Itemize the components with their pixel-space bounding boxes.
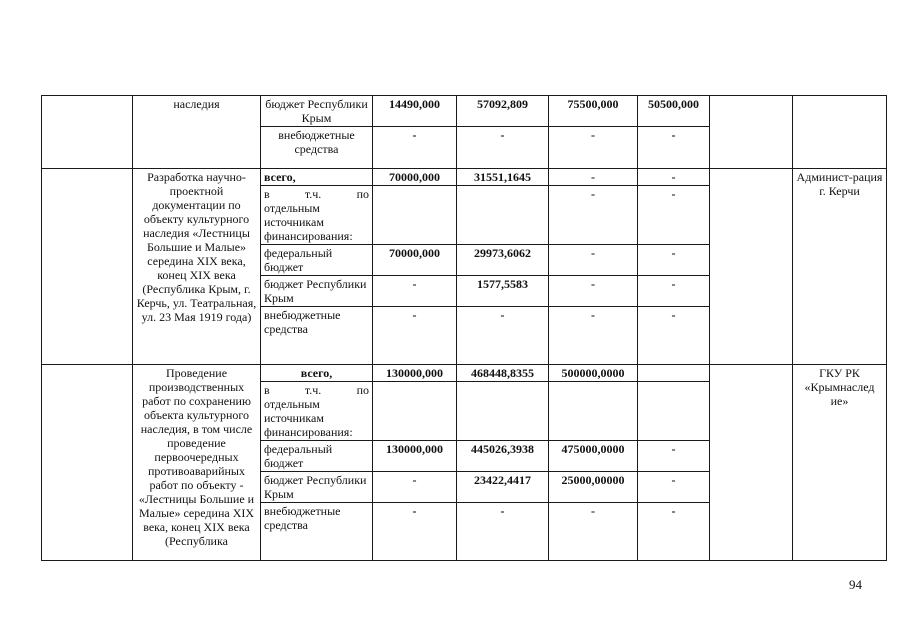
- value-cell: 23422,4417: [457, 472, 549, 503]
- value-cell: -: [549, 307, 638, 365]
- value-cell: 475000,0000: [549, 441, 638, 472]
- value-cell: 130000,000: [373, 441, 457, 472]
- source-cell: бюджет Республики Крым: [261, 276, 373, 307]
- event-title: Разработка научно-проектной документации по объекту культурного наследия «Лестницы Большие и Малые» середина XIX века, конец XIX века (Республика Крым, г. Керчь, ул. Театральная, ул. 23 Мая 1919 года): [133, 169, 261, 365]
- value-cell: [457, 186, 549, 245]
- value-cell: -: [549, 169, 638, 186]
- event-title: наследия: [133, 96, 261, 169]
- value-cell: -: [457, 503, 549, 561]
- source-cell: всего,: [261, 365, 373, 382]
- source-cell: внебюджетные средства: [261, 307, 373, 365]
- value-cell: -: [638, 441, 710, 472]
- incl-word: т.ч.: [304, 187, 322, 201]
- value-cell: 500000,0000: [549, 365, 638, 382]
- empty-cell: [710, 169, 793, 365]
- source-cell: внебюджетные средства: [261, 127, 373, 169]
- incl-word: т.ч.: [304, 383, 322, 397]
- value-cell: -: [549, 245, 638, 276]
- executor-cell: Админист-рация г. Керчи: [793, 169, 887, 365]
- source-cell: бюджет Республики Крым: [261, 96, 373, 127]
- executor-cell: [793, 96, 887, 169]
- value-cell: -: [638, 472, 710, 503]
- value-cell: -: [457, 127, 549, 169]
- incl-word: по: [356, 383, 369, 397]
- value-cell: -: [638, 169, 710, 186]
- financing-table: [41, 95, 887, 561]
- table-row: [42, 365, 887, 382]
- value-cell: 25000,00000: [549, 472, 638, 503]
- empty-cell: [710, 96, 793, 169]
- value-cell: 130000,000: [373, 365, 457, 382]
- value-cell: -: [549, 276, 638, 307]
- value-cell: -: [638, 503, 710, 561]
- value-cell: -: [549, 127, 638, 169]
- event-title: Проведение производственных работ по сохранению объекта культурного наследия, в том числе проведение первоочередных противоаварийных работ по объекту - «Лестницы Большие и Малые» середина XIX века, конец XIX века (Республика: [133, 365, 261, 561]
- value-cell: [638, 382, 710, 441]
- table-row: [42, 169, 887, 186]
- value-cell: 75500,000: [549, 96, 638, 127]
- source-cell: федеральный бюджет: [261, 245, 373, 276]
- index-cell: [42, 365, 133, 561]
- table-row: [42, 96, 887, 127]
- value-cell: 445026,3938: [457, 441, 549, 472]
- source-cell: федеральный бюджет: [261, 441, 373, 472]
- value-cell: [373, 382, 457, 441]
- index-cell: [42, 169, 133, 365]
- value-cell: 50500,000: [638, 96, 710, 127]
- value-cell: 14490,000: [373, 96, 457, 127]
- value-cell: [373, 186, 457, 245]
- executor-cell: ГКУ РК «Крымнаслед ие»: [793, 365, 887, 561]
- value-cell: [638, 365, 710, 382]
- value-cell: -: [638, 245, 710, 276]
- source-cell: всего,: [261, 169, 373, 186]
- page-number: 94: [849, 577, 862, 592]
- source-cell: бюджет Республики Крым: [261, 472, 373, 503]
- index-cell: [42, 96, 133, 169]
- value-cell: 70000,000: [373, 245, 457, 276]
- value-cell: -: [457, 307, 549, 365]
- value-cell: 31551,1645: [457, 169, 549, 186]
- value-cell: -: [549, 503, 638, 561]
- source-cell: [261, 186, 373, 245]
- value-cell: -: [373, 503, 457, 561]
- value-cell: [549, 382, 638, 441]
- value-cell: -: [638, 307, 710, 365]
- value-cell: -: [638, 276, 710, 307]
- value-cell: -: [549, 186, 638, 245]
- empty-cell: [710, 365, 793, 561]
- source-cell: внебюджетные средства: [261, 503, 373, 561]
- source-cell: [261, 382, 373, 441]
- incl-rest: отдельным источникам финансирования:: [264, 201, 353, 243]
- value-cell: -: [373, 276, 457, 307]
- value-cell: 1577,5583: [457, 276, 549, 307]
- value-cell: 468448,8355: [457, 365, 549, 382]
- value-cell: 70000,000: [373, 169, 457, 186]
- incl-word: в: [264, 187, 270, 201]
- value-cell: -: [638, 127, 710, 169]
- value-cell: -: [373, 307, 457, 365]
- incl-word: в: [264, 383, 270, 397]
- value-cell: -: [373, 472, 457, 503]
- value-cell: -: [373, 127, 457, 169]
- value-cell: -: [638, 186, 710, 245]
- value-cell: 57092,809: [457, 96, 549, 127]
- incl-rest: отдельным источникам финансирования:: [264, 397, 353, 439]
- value-cell: [457, 382, 549, 441]
- incl-word: по: [356, 187, 369, 201]
- value-cell: 29973,6062: [457, 245, 549, 276]
